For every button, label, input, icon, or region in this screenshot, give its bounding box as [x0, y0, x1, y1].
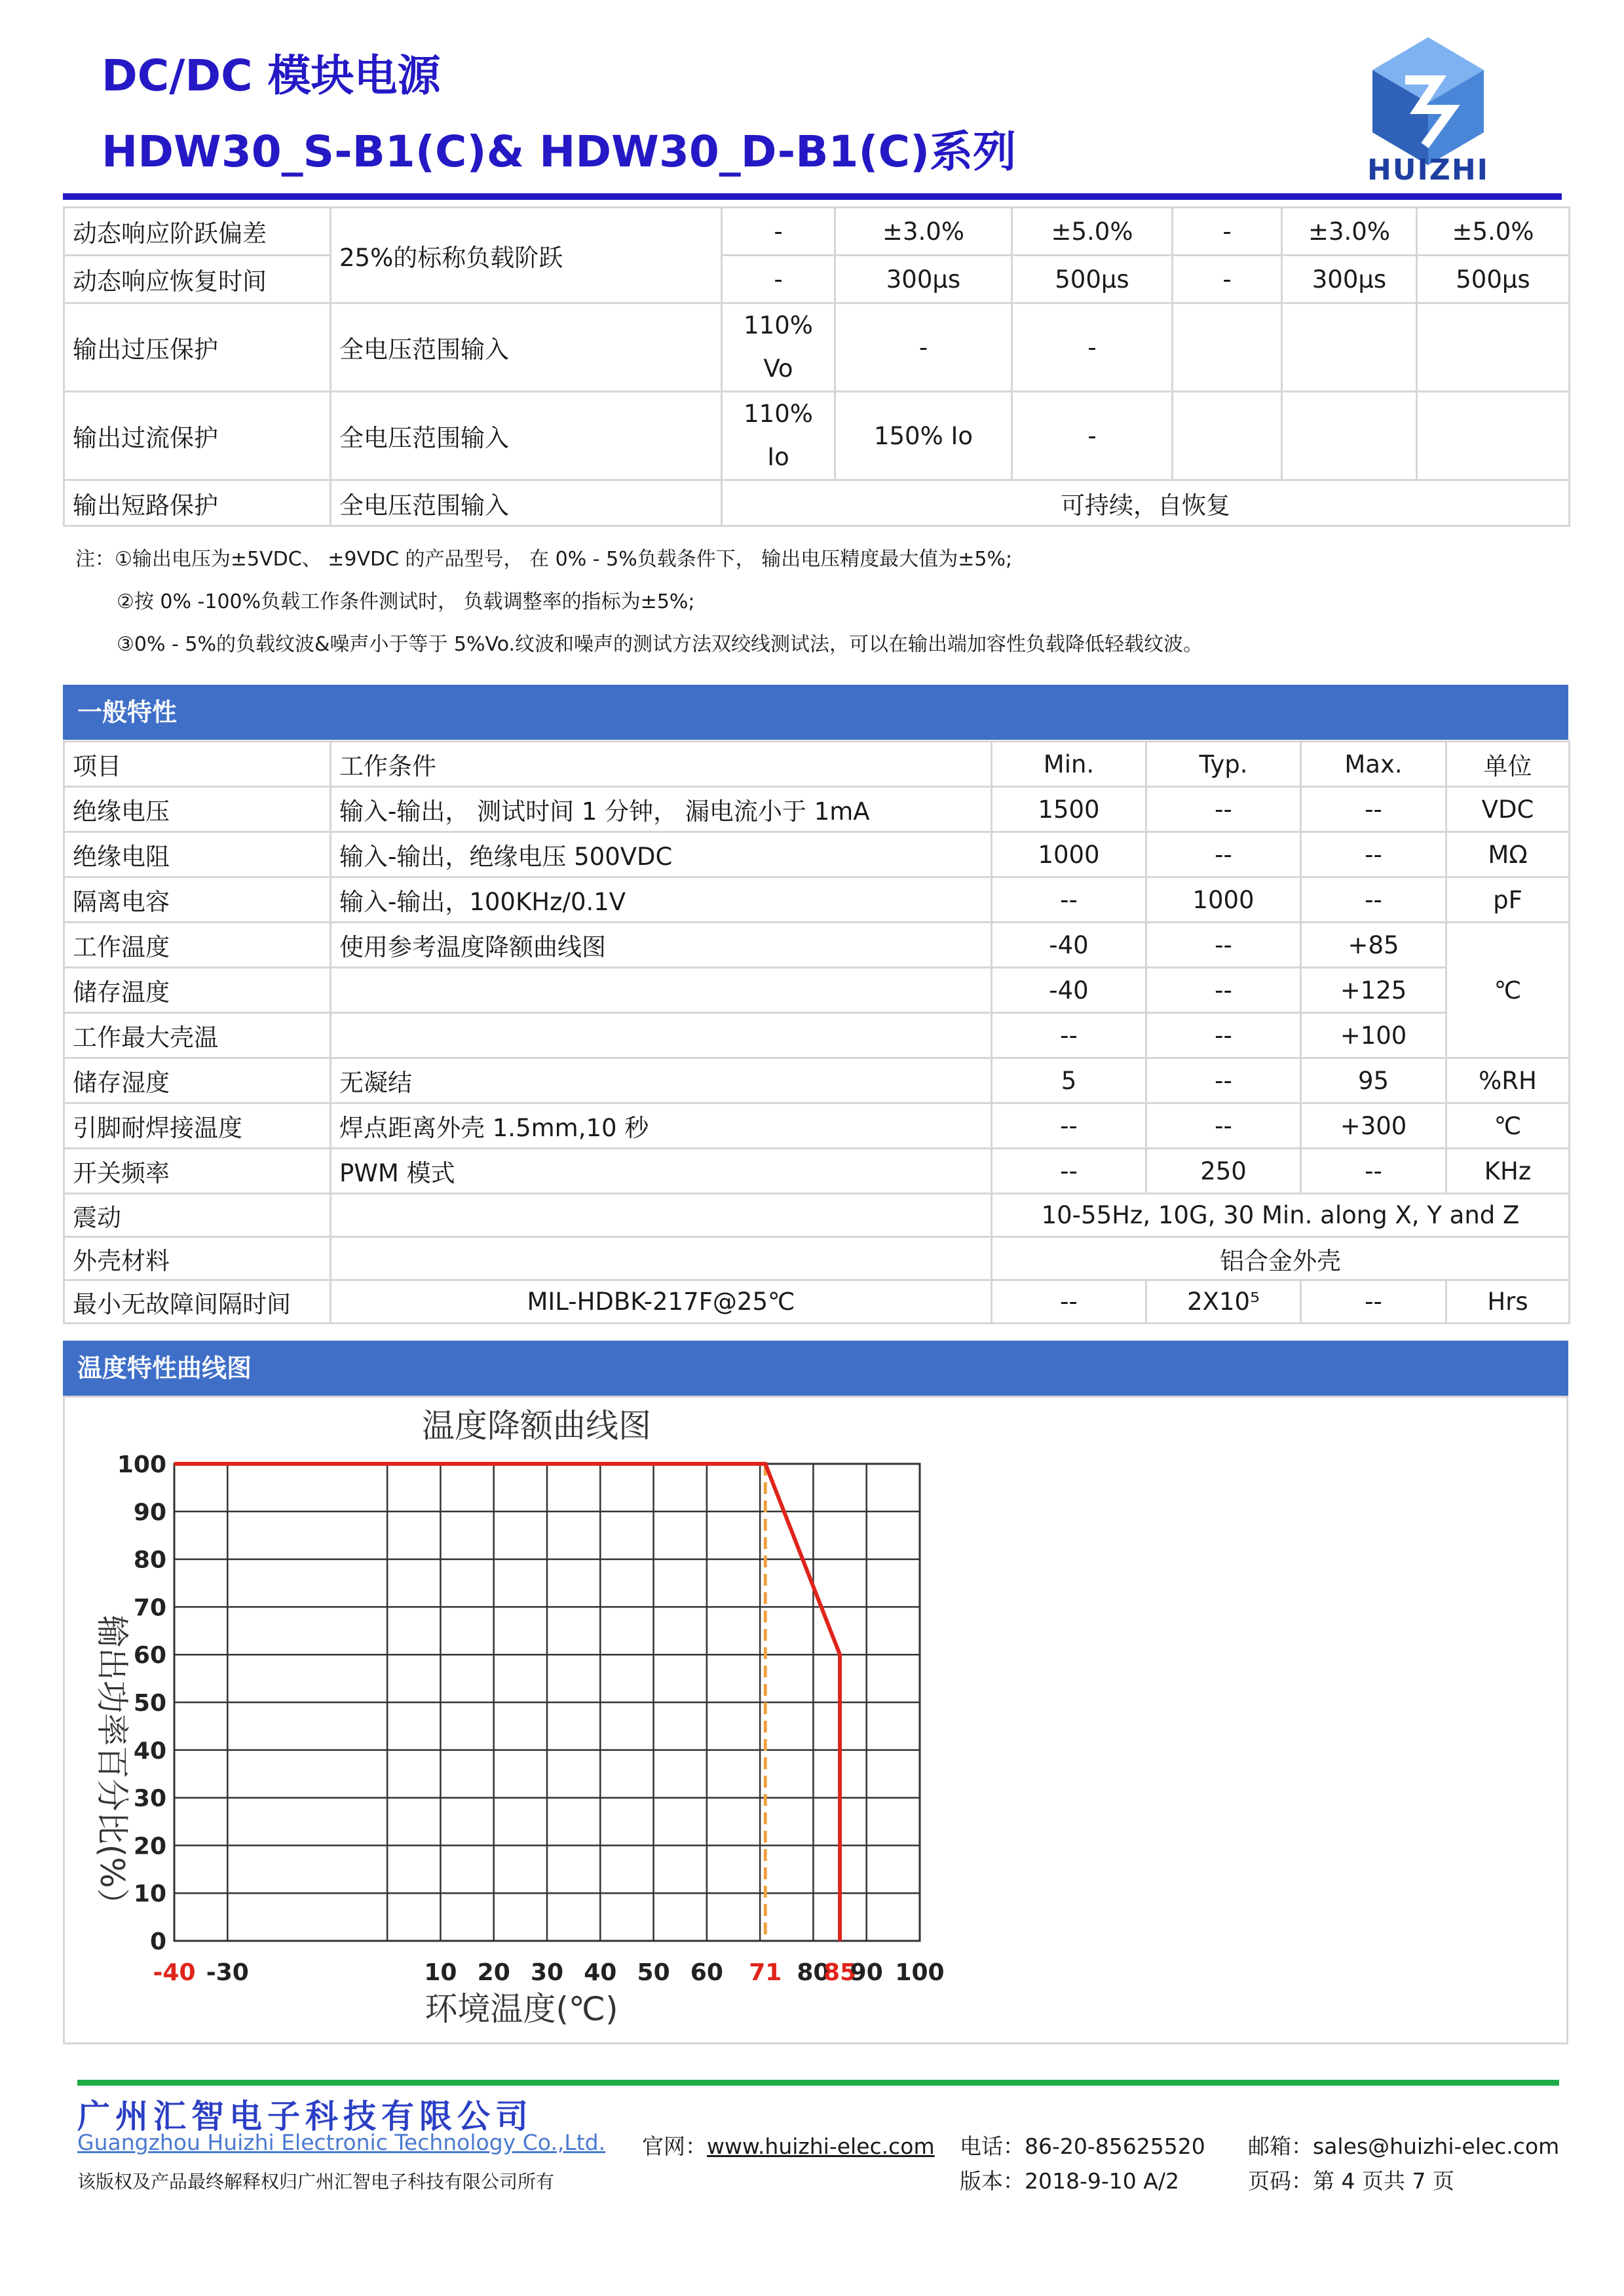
- chart-x-axis-label: 环境温度(℃): [425, 1990, 618, 2028]
- unit-cell: ℃: [1446, 923, 1570, 1058]
- unit-cell: Hrs: [1446, 1280, 1570, 1324]
- table-row: [64, 1103, 1570, 1149]
- table-row: [64, 1237, 1570, 1280]
- value-cell: ±5.0%: [1417, 208, 1570, 256]
- table-row: [64, 877, 1570, 923]
- item-cell: 动态响应恢复时间: [64, 256, 331, 303]
- condition-cell: [331, 1013, 992, 1058]
- company-name-cn: 广州汇智电子科技有限公司: [77, 2097, 533, 2135]
- y-tick-label: 100: [117, 1451, 166, 1478]
- table-row: [64, 1058, 1570, 1103]
- value-cell: -: [835, 303, 1012, 392]
- chart-grid: [174, 1464, 920, 1941]
- chart-y-axis-label: 输出功率百分比(%）: [93, 1615, 131, 1921]
- item-cell: 引脚耐焊接温度: [64, 1103, 331, 1149]
- x-tick-label: 10: [424, 1959, 457, 1986]
- derating-chart: [65, 1398, 1566, 2042]
- condition-cell: 输入-输出， 测试时间 1 分钟， 漏电流小于 1mA: [331, 787, 992, 832]
- table-row: [64, 832, 1570, 877]
- item-cell: 储存湿度: [64, 1058, 331, 1103]
- max-cell: +300: [1301, 1103, 1446, 1149]
- unit-cell: pF: [1446, 877, 1570, 923]
- item-cell: 工作最大壳温: [64, 1013, 331, 1058]
- typ-cell: 1000: [1146, 877, 1301, 923]
- typ-cell: --: [1146, 968, 1301, 1013]
- value-cell: -: [1012, 303, 1173, 392]
- item-cell: 绝缘电压: [64, 787, 331, 832]
- value-cell: -: [722, 256, 835, 303]
- table-row: [64, 480, 1570, 526]
- item-cell: 最小无故障间隔时间: [64, 1280, 331, 1324]
- unit-cell: MΩ: [1446, 832, 1570, 877]
- y-tick-label: 80: [133, 1546, 166, 1574]
- table-row: [64, 208, 1570, 256]
- min-cell: --: [992, 877, 1146, 923]
- min-cell: --: [992, 1280, 1146, 1324]
- doc-title: DC/DC 模块电源: [102, 50, 441, 101]
- chart-title: 温度降额曲线图: [422, 1407, 651, 1445]
- output-spec-table: [63, 206, 1570, 527]
- note-2: ②按 0% -100%负载工作条件测试时， 负载调整率的指标为±5%;: [117, 590, 695, 613]
- value-cell: ±3.0%: [835, 208, 1012, 256]
- x-axis-ticks: [153, 1959, 944, 1986]
- item-cell: 输出过压保护: [64, 303, 331, 392]
- item-cell: 输出短路保护: [64, 480, 331, 526]
- item-cell: 工作温度: [64, 923, 331, 968]
- table-row: [64, 303, 1570, 392]
- min-cell: 5: [992, 1058, 1146, 1103]
- value-cell: ±5.0%: [1012, 208, 1173, 256]
- item-cell: 动态响应阶跃偏差: [64, 208, 331, 256]
- value-cell: 150% Io: [835, 392, 1012, 480]
- item-cell: 隔离电容: [64, 877, 331, 923]
- website-link[interactable]: www.huizhi-elec.com: [707, 2133, 935, 2159]
- value-cell: -: [1173, 208, 1282, 256]
- x-tick-label: 71: [749, 1959, 782, 1986]
- max-cell: --: [1301, 1280, 1446, 1324]
- condition-cell: 全电压范围输入: [331, 480, 722, 526]
- table-row: [64, 1013, 1570, 1058]
- x-tick-label: 50: [637, 1959, 670, 1986]
- y-tick-label: 50: [133, 1690, 166, 1717]
- table-row: [64, 256, 1570, 303]
- table-row: [64, 1194, 1570, 1237]
- website-label: 官网：: [642, 2133, 707, 2159]
- condition-cell: 使用参考温度降额曲线图: [331, 923, 992, 968]
- condition-cell: 输入-输出，100KHz/0.1V: [331, 877, 992, 923]
- table-row: [64, 1149, 1570, 1194]
- min-cell: 1500: [992, 787, 1146, 832]
- typ-cell: 2X10⁵: [1146, 1280, 1301, 1324]
- value-cell: [1173, 392, 1282, 480]
- typ-cell: --: [1146, 1058, 1301, 1103]
- header-unit: 单位: [1446, 742, 1570, 787]
- x-tick-label: 40: [584, 1959, 617, 1986]
- email-info[interactable]: 邮箱：sales@huizhi-elec.com: [1248, 2133, 1560, 2159]
- condition-cell: 25%的标称负载阶跃: [331, 208, 722, 303]
- value-cell: 110% Vo: [722, 303, 835, 392]
- copyright-notice: 该版权及产品最终解释权归广州汇智电子科技有限公司所有: [77, 2171, 555, 2192]
- table-row: [64, 392, 1570, 480]
- phone-info: 电话：86-20-85625520: [960, 2133, 1205, 2159]
- condition-cell: [331, 1237, 992, 1280]
- condition-cell: PWM 模式: [331, 1149, 992, 1194]
- typ-cell: 250: [1146, 1149, 1301, 1194]
- y-tick-label: 20: [133, 1833, 166, 1860]
- max-cell: --: [1301, 787, 1446, 832]
- value-cell: ±3.0%: [1282, 208, 1417, 256]
- condition-cell: [331, 1194, 992, 1237]
- chart-frame: [63, 1396, 1568, 2044]
- min-cell: --: [992, 1149, 1146, 1194]
- item-cell: 绝缘电阻: [64, 832, 331, 877]
- value-cell: [1417, 392, 1570, 480]
- header-max: Max.: [1301, 742, 1446, 787]
- condition-cell: [331, 968, 992, 1013]
- x-tick-label: -30: [206, 1959, 249, 1986]
- header-min: Min.: [992, 742, 1146, 787]
- header-typ: Typ.: [1146, 742, 1301, 787]
- y-tick-label: 90: [133, 1499, 166, 1526]
- general-spec-table: [63, 740, 1570, 1324]
- min-cell: --: [992, 1013, 1146, 1058]
- value-cell: 300μs: [835, 256, 1012, 303]
- item-cell: 储存温度: [64, 968, 331, 1013]
- value-cell: 300μs: [1282, 256, 1417, 303]
- typ-cell: --: [1146, 1013, 1301, 1058]
- value-cell: [1173, 303, 1282, 392]
- value-cell: [1417, 303, 1570, 392]
- x-tick-label: 60: [690, 1959, 723, 1986]
- condition-cell: 无凝结: [331, 1058, 992, 1103]
- item-cell: 震动: [64, 1194, 331, 1237]
- condition-cell: 焊点距离外壳 1.5mm,10 秒: [331, 1103, 992, 1149]
- x-tick-label: 30: [530, 1959, 564, 1986]
- max-cell: 95: [1301, 1058, 1446, 1103]
- logo-text: HUIZHI: [1367, 153, 1490, 187]
- y-tick-label: 10: [133, 1881, 166, 1908]
- max-cell: +100: [1301, 1013, 1446, 1058]
- condition-cell: 全电压范围输入: [331, 392, 722, 480]
- value-cell: 500μs: [1417, 256, 1570, 303]
- typ-cell: --: [1146, 1103, 1301, 1149]
- max-cell: --: [1301, 832, 1446, 877]
- unit-cell: KHz: [1446, 1149, 1570, 1194]
- value-cell: -: [722, 208, 835, 256]
- x-tick-label: 80: [797, 1959, 830, 1986]
- x-tick-label: 100: [895, 1959, 945, 1986]
- typ-cell: --: [1146, 787, 1301, 832]
- x-tick-label: 20: [477, 1959, 510, 1986]
- x-tick-label: 90: [850, 1959, 883, 1986]
- value-cell: 500μs: [1012, 256, 1173, 303]
- item-cell: 输出过流保护: [64, 392, 331, 480]
- x-tick-label: 85: [823, 1959, 857, 1986]
- section-header-general: 一般特性: [63, 685, 1568, 740]
- y-tick-label: 0: [149, 1928, 166, 1955]
- page-info: 页码：第 4 页共 7 页: [1248, 2168, 1454, 2194]
- value-cell: -: [1012, 392, 1173, 480]
- table-row: [64, 1280, 1570, 1324]
- value-cell: 10-55Hz, 10G, 30 Min. along X, Y and Z: [992, 1194, 1570, 1237]
- table-row: [64, 787, 1570, 832]
- value-cell: [1282, 392, 1417, 480]
- item-cell: 外壳材料: [64, 1237, 331, 1280]
- max-cell: --: [1301, 1149, 1446, 1194]
- value-cell: 可持续，自恢复: [722, 480, 1570, 526]
- min-cell: -40: [992, 968, 1146, 1013]
- footer-divider: [77, 2080, 1559, 2086]
- condition-cell: MIL-HDBK-217F@25℃: [331, 1280, 992, 1324]
- min-cell: -40: [992, 923, 1146, 968]
- section-header-curve: 温度特性曲线图: [63, 1341, 1568, 1396]
- note-3: ③0% - 5%的负载纹波&噪声小于等于 5%Vo.纹波和噪声的测试方法双绞线测试法，可以在输出端加容性负载降低轻载纹波。: [117, 633, 1203, 656]
- website-line: [642, 2130, 935, 2160]
- header-divider: [63, 193, 1562, 200]
- unit-cell: ℃: [1446, 1103, 1570, 1149]
- x-tick-label: -40: [153, 1959, 196, 1986]
- max-cell: +125: [1301, 968, 1446, 1013]
- header-condition: 工作条件: [331, 742, 992, 787]
- min-cell: 1000: [992, 832, 1146, 877]
- typ-cell: --: [1146, 923, 1301, 968]
- value-cell: [1282, 303, 1417, 392]
- value-cell: 铝合金外壳: [992, 1237, 1570, 1280]
- y-tick-label: 70: [133, 1594, 166, 1622]
- table-row: [64, 968, 1570, 1013]
- value-cell: -: [1173, 256, 1282, 303]
- y-tick-label: 40: [133, 1737, 166, 1765]
- item-cell: 开关频率: [64, 1149, 331, 1194]
- value-cell: 110% Io: [722, 392, 835, 480]
- doc-subtitle: HDW30_S-B1(C)& HDW30_D-B1(C)系列: [102, 126, 1017, 177]
- max-cell: +85: [1301, 923, 1446, 968]
- version-info: 版本：2018-9-10 A/2: [960, 2168, 1179, 2194]
- unit-cell: VDC: [1446, 787, 1570, 832]
- note-1: 注：①输出电压为±5VDC、 ±9VDC 的产品型号， 在 0% - 5%负载条件下， 输出电压精度最大值为±5%;: [75, 548, 1013, 571]
- max-cell: --: [1301, 877, 1446, 923]
- y-tick-label: 30: [133, 1785, 166, 1812]
- table-row: [64, 923, 1570, 968]
- typ-cell: --: [1146, 832, 1301, 877]
- condition-cell: 全电压范围输入: [331, 303, 722, 392]
- company-name-en[interactable]: Guangzhou Huizhi Electronic Technology Co.,Ltd.: [77, 2130, 606, 2155]
- y-tick-label: 60: [133, 1642, 166, 1670]
- header-item: 项目: [64, 742, 331, 787]
- condition-cell: 输入-输出，绝缘电压 500VDC: [331, 832, 992, 877]
- unit-cell: %RH: [1446, 1058, 1570, 1103]
- table-header-row: [64, 742, 1570, 787]
- min-cell: --: [992, 1103, 1146, 1149]
